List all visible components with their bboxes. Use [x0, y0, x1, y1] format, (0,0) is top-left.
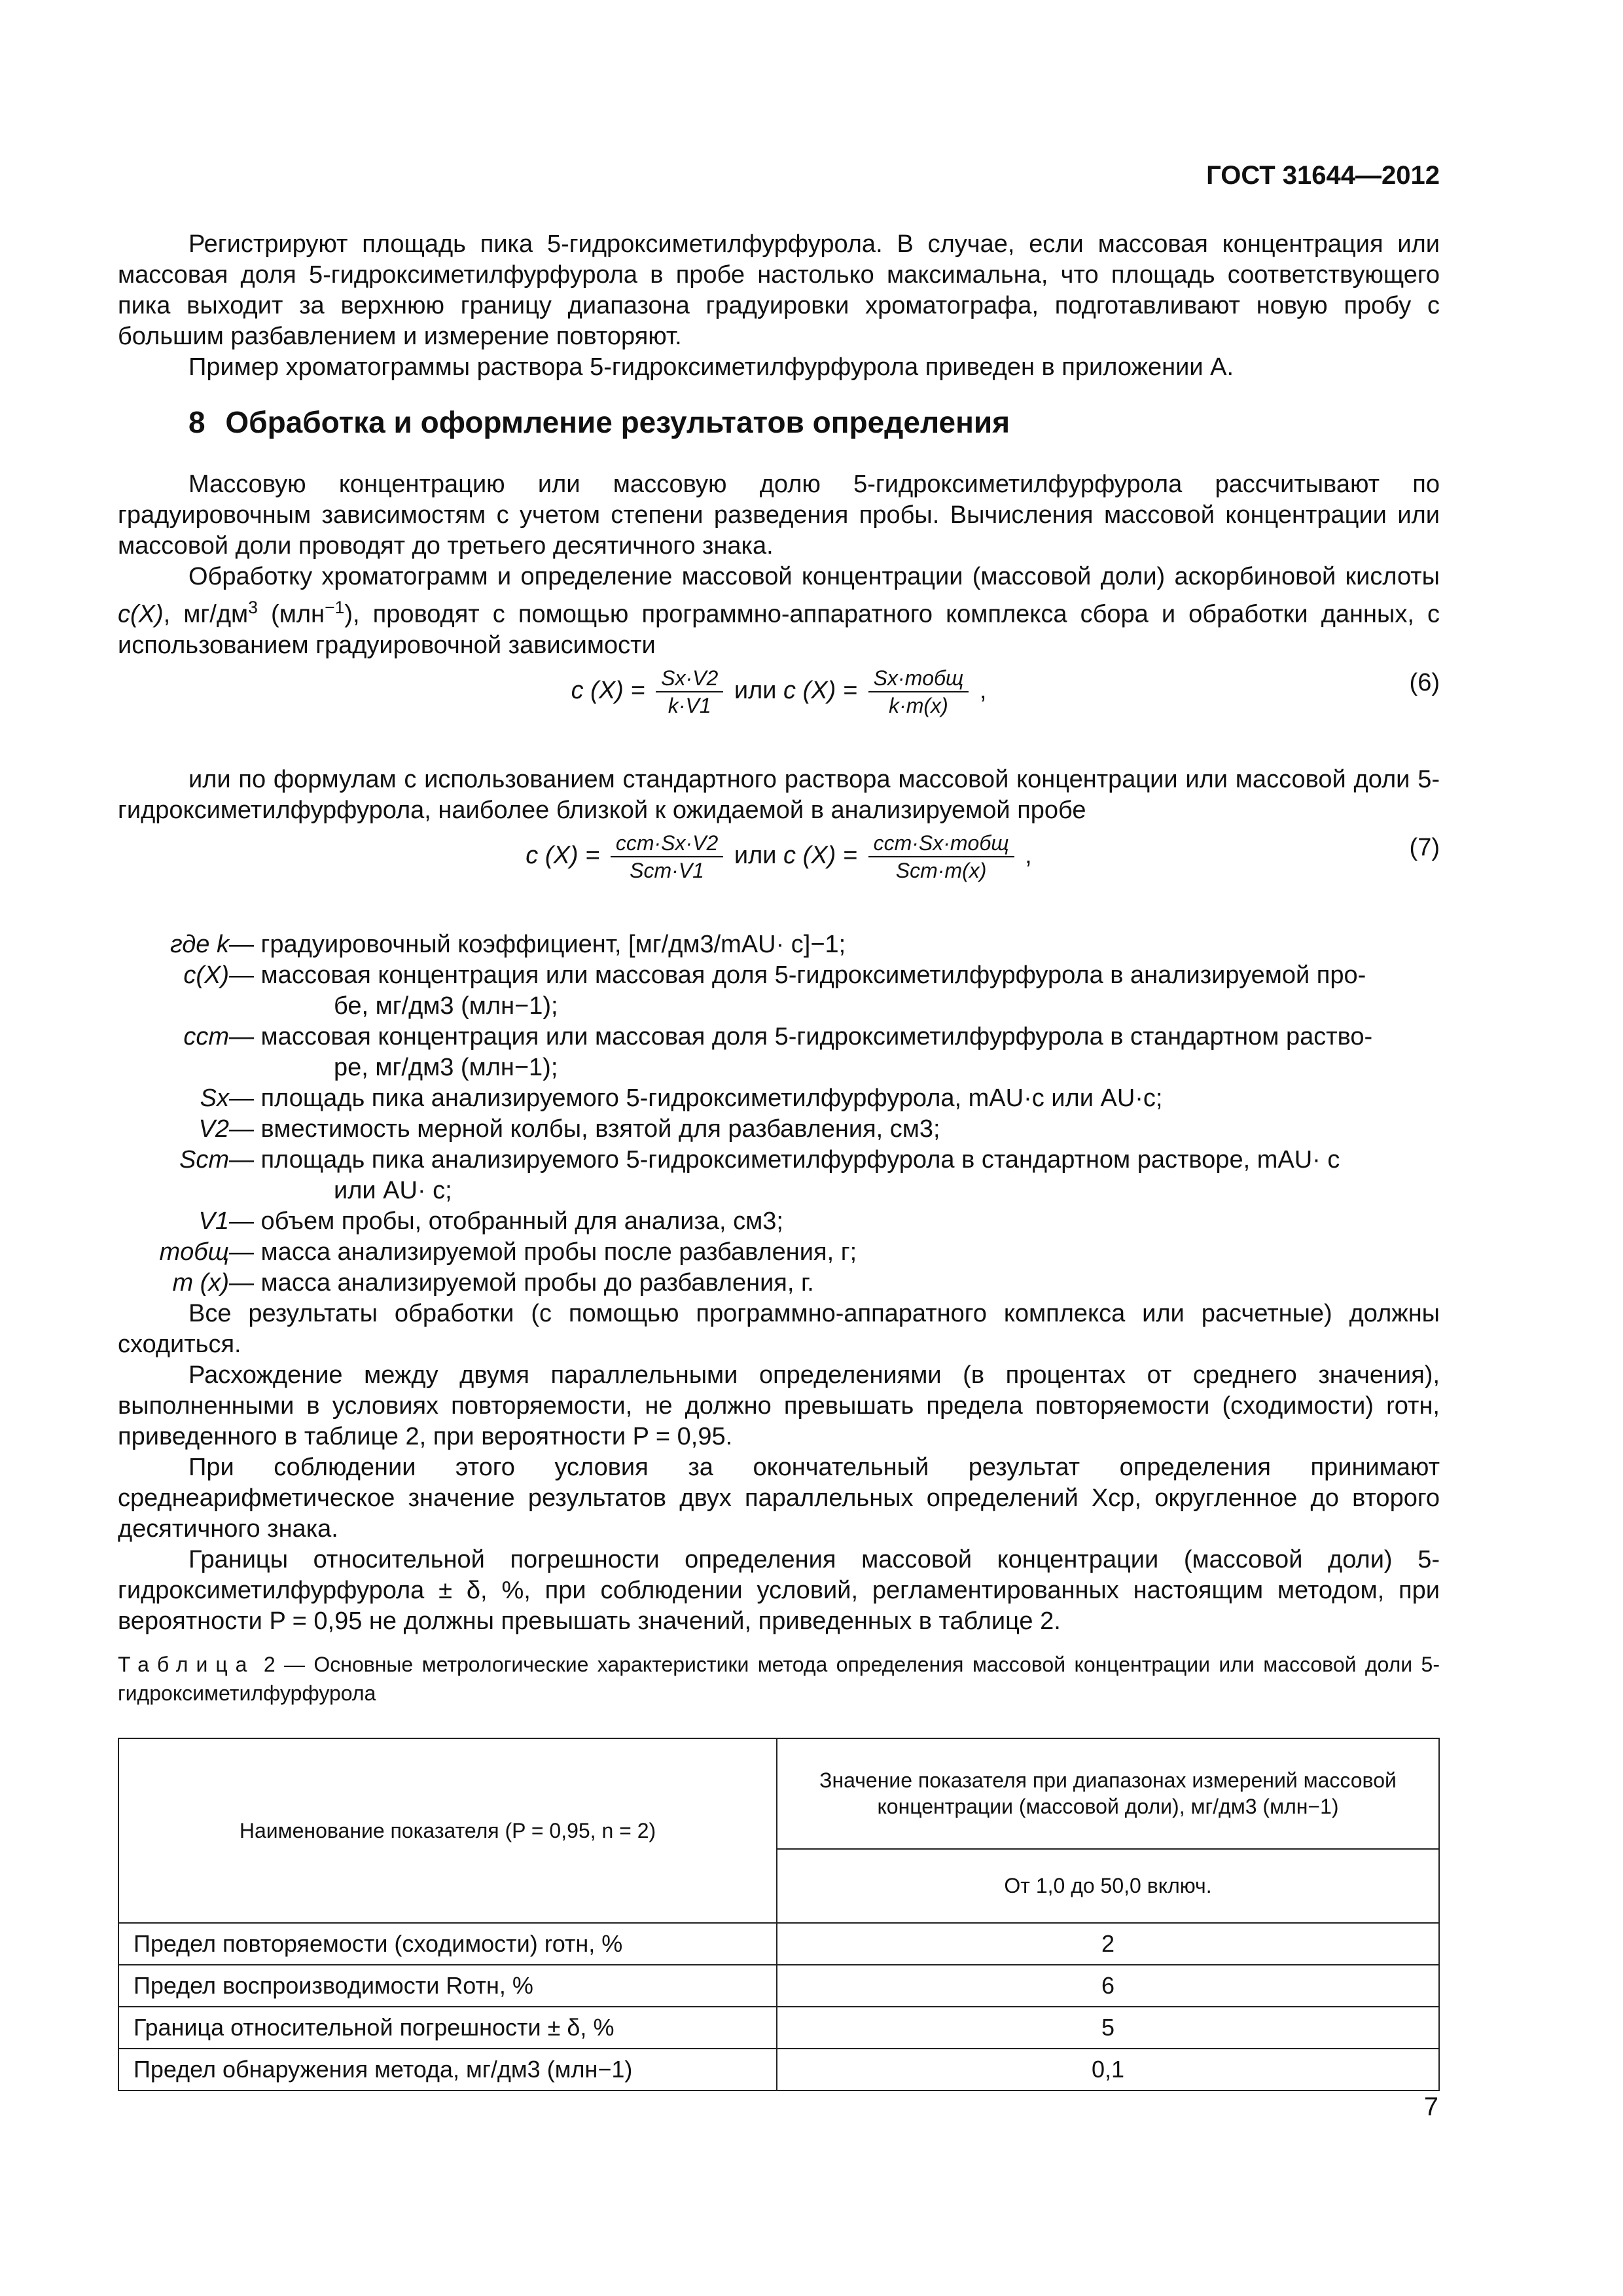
- table-row: [118, 1965, 1439, 2007]
- result-paragraph-2: Расхождение между двумя параллельными определениями (в процентах от среднего значения), выполненными в условиях повторяемости, не должно превышать предела повторяемости (сходимости) rотн, приведенного в таблице 2, при вероятности P = 0,95.: [118, 1361, 1440, 1450]
- section-title: Обработка и оформление результатов определения: [225, 405, 1010, 439]
- table-cell-name: Граница относительной погрешности ± δ, %: [118, 2007, 777, 2049]
- definition-item: cст — массовая концентрация или массовая доля 5-гидроксиметилфурфурола в стандартном раство- ре, мг/дм3 (млн−1);: [183, 1022, 1373, 1081]
- table-cell-name: Предел повторяемости (сходимости) rотн, %: [118, 1923, 777, 1965]
- table-cell-name: Предел обнаружения метода, мг/дм3 (млн−1): [118, 2049, 777, 2090]
- result-paragraph-1: Все результаты обработки (с помощью программно-аппаратного комплекса или расчетные) должны сходиться.: [118, 1299, 1440, 1358]
- formula-6: c (X) = $\frac{Sx\cdot V2}{k\cdot V1}$ или c (X) = $\frac{\text{Sx·mобщ}}{k\cdot m(x)}$ , (6): [571, 666, 1440, 717]
- table-row: [118, 2007, 1439, 2049]
- table-cell-value: 5: [777, 2007, 1439, 2049]
- page-number: 7: [1423, 2092, 1438, 2121]
- table-cell-value: 2: [777, 1923, 1439, 1965]
- table-row: [118, 2049, 1439, 2090]
- document-code: ГОСТ 31644—2012: [1206, 161, 1440, 190]
- definition-item: V1 — объем пробы, отобранный для анализа, см3;: [198, 1207, 783, 1235]
- formula-6-fraction-2: $\frac{\text{Sx·mобщ}}{k\cdot m(x)}$: [868, 665, 969, 719]
- definition-item: где k — градуировочный коэффициент, [мг/дм3/mAU· с]−1;: [169, 930, 846, 958]
- table-cell-value: 0,1: [777, 2049, 1439, 2090]
- definition-item: c(X) — массовая концентрация или массовая доля 5-гидроксиметилфурфурола в анализируемой про- бе, мг/дм3 (млн−1);: [183, 961, 1366, 1020]
- definitions-list: [118, 929, 1440, 1299]
- definition-item: Sст — площадь пика анализируемого 5-гидроксиметилфурфурола в стандартном растворе, mAU· c или AU· c;: [179, 1145, 1340, 1204]
- table-cell-value: 6: [777, 1965, 1439, 2007]
- definition-item: mобщ — масса анализируемой пробы после разбавления, г;: [159, 1238, 857, 1266]
- table-caption: Таблица 2 — Основные метрологические характеристики метода определения массовой концентрации или массовой доли 5-гидроксиметилфурфурола: [118, 1652, 1440, 1705]
- formula-7-fraction-1: $\frac{\text{cст·Sx·V2}}{\text{Sст·V1}}$: [611, 830, 723, 884]
- section-paragraph-1: Массовую концентрацию или массовую долю 5-гидроксиметилфурфурола рассчитывают по градуировочным зависимостям с учетом степени разведения пробы. Вычисления массовой концентрации или массовой доли проводят до третьего десятичного знака.: [118, 471, 1440, 560]
- formula-6-lhs: c (X) =: [571, 676, 652, 704]
- formula-7-fraction-2: $\frac{\text{cст·Sx·mобщ}}{\text{Sст·m(x)}}$: [868, 830, 1014, 884]
- section-paragraph-3: или по формулам с использованием стандартного раствора массовой концентрации или массовой доли 5-гидроксиметилфурфурола, наиболее близкой к ожидаемой в анализируемой пробе: [118, 765, 1440, 824]
- definition-item: Sx — площадь пика анализируемого 5-гидроксиметилфурфурола, mAU·c или AU·c;: [200, 1084, 1163, 1112]
- intro-paragraph-2: Пример хроматограммы раствора 5-гидроксиметилфурфурола приведен в приложении А.: [188, 353, 1234, 381]
- section-number: 8: [188, 405, 205, 439]
- page-content: [118, 229, 1440, 2091]
- table-cell-name: Предел воспроизводимости Rотн, %: [118, 1965, 777, 2007]
- formula-6-fraction-1: $\frac{Sx\cdot V2}{k\cdot V1}$: [656, 665, 723, 719]
- section-heading: [118, 403, 1440, 442]
- table-header-range: От 1,0 до 50,0 включ.: [777, 1849, 1439, 1922]
- table-row: [118, 1923, 1439, 1965]
- formula-7-number: (7): [1409, 833, 1440, 861]
- table-header-value: Значение показателя при диапазонах измерений массовой концентрации (массовой доли), мг/дм3 (млн−1): [777, 1738, 1439, 1850]
- section-paragraph-2: Обработку хроматограмм и определение массовой концентрации (массовой доли) аскорбиновой кислоты c(X), $мг/дм^3$ (млн$^{-1}$), проводят с помощью программно-аппаратного комплекса сбора и обработки данных, с использованием градуировочной зависимости: [118, 563, 1440, 659]
- formula-6-number: (6): [1409, 668, 1440, 696]
- formula-7: c (X) = $\frac{\text{cст·Sx·V2}}{\text{Sст·V1}}$ или c (X) = $\frac{\text{cст·Sx·mобщ}}{\text{Sст·m(x)}}$ , (7): [526, 831, 1440, 882]
- result-paragraph-3: При соблюдении этого условия за окончательный результат определения принимают среднеарифметическое значение результатов двух параллельных определений Xср, округленное до второго десятичного знака.: [118, 1453, 1440, 1543]
- metrology-table: [118, 1738, 1440, 2091]
- definition-item: m (x) — масса анализируемой пробы до разбавления, г.: [172, 1268, 814, 1297]
- definition-item: V2 — вместимость мерной колбы, взятой для разбавления, см3;: [198, 1115, 940, 1143]
- table-header-name: Наименование показателя (P = 0,95, n = 2): [118, 1738, 777, 1923]
- result-paragraph-4: Границы относительной погрешности определения массовой концентрации (массовой доли) 5-гидроксиметилфурфурола ± δ, %, при соблюдении условий, регламентированных настоящим методом, при вероятности P = 0,95 не должны превышать значений, приведенных в таблице 2.: [118, 1545, 1440, 1635]
- intro-paragraph-1: Регистрируют площадь пика 5-гидроксиметилфурфурола. В случае, если массовая концентрация или массовая доля 5-гидроксиметилфурфурола в пробе настолько максимальна, что площадь соответствующего пика выходит за верхнюю границу диапазона градуировки хроматографа, подготавливают новую пробу с большим разбавлением и измерение повторяют.: [118, 230, 1440, 350]
